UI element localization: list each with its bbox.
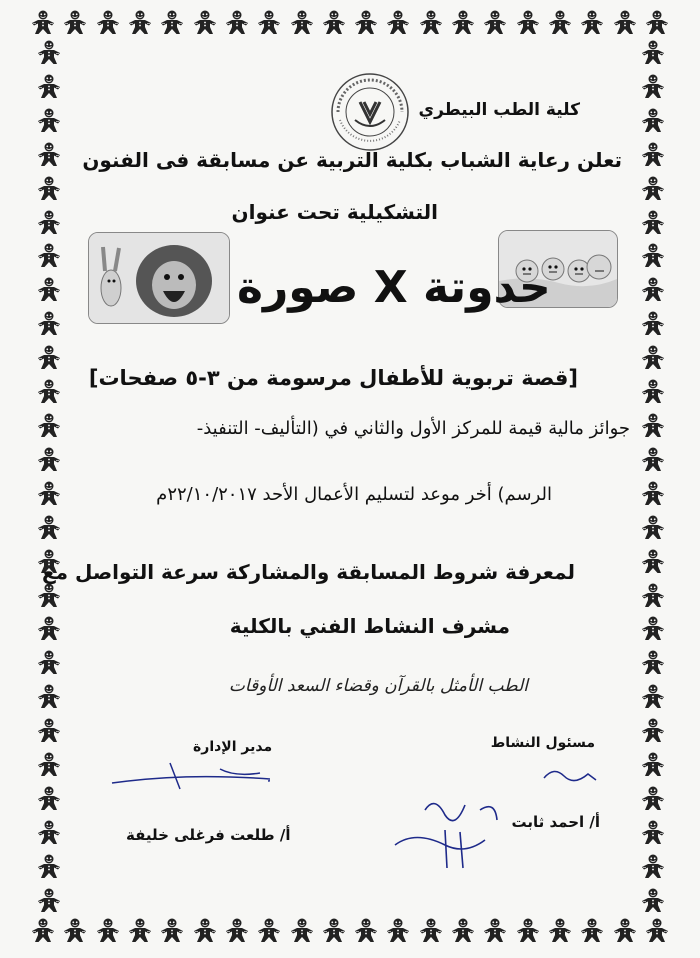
gingerbread-man-icon <box>36 515 62 541</box>
gingerbread-man-icon <box>36 40 62 66</box>
competition-title: حدوتة X صورة <box>237 262 551 313</box>
gingerbread-man-icon <box>640 210 666 236</box>
gingerbread-man-icon <box>95 918 121 944</box>
gingerbread-man-icon <box>640 142 666 168</box>
deadline-text: الرسم) أخر موعد لتسليم الأعمال الأحد ٢٢/١٠/٢٠١٧م <box>156 484 552 505</box>
gingerbread-man-icon <box>36 752 62 778</box>
prizes-text: جوائز مالية قيمة للمركز الأول والثاني في (التأليف- التنفيذ- <box>196 418 630 439</box>
gingerbread-man-icon <box>640 718 666 744</box>
gingerbread-man-icon <box>640 854 666 880</box>
gingerbread-man-icon <box>418 10 444 36</box>
gingerbread-man-icon <box>321 918 347 944</box>
gingerbread-man-icon <box>640 277 666 303</box>
gingerbread-man-icon <box>579 918 605 944</box>
gingerbread-man-icon <box>640 684 666 710</box>
gingerbread-man-icon <box>36 108 62 134</box>
gingerbread-man-icon <box>579 10 605 36</box>
gingerbread-man-icon <box>353 918 379 944</box>
gingerbread-man-icon <box>450 10 476 36</box>
gingerbread-man-icon <box>36 277 62 303</box>
gingerbread-man-icon <box>159 10 185 36</box>
gingerbread-man-icon <box>224 10 250 36</box>
activity-officer-role: مسئول النشاط <box>490 735 595 751</box>
admin-director-role: مدير الإدارة <box>193 739 273 755</box>
gingerbread-man-icon <box>450 918 476 944</box>
gingerbread-man-icon <box>36 243 62 269</box>
gingerbread-man-icon <box>640 413 666 439</box>
gingerbread-man-icon <box>385 918 411 944</box>
gingerbread-man-icon <box>515 10 541 36</box>
gingerbread-man-icon <box>640 481 666 507</box>
gingerbread-man-icon <box>418 918 444 944</box>
gingerbread-man-icon <box>62 918 88 944</box>
gingerbread-man-icon <box>36 142 62 168</box>
gingerbread-man-icon <box>36 888 62 914</box>
decorative-border-top <box>30 10 670 36</box>
gingerbread-man-icon <box>224 918 250 944</box>
competition-subtitle: [قصة تربوية للأطفال مرسومة من ٣-٥ صفحات] <box>88 366 578 390</box>
gingerbread-man-icon <box>36 311 62 337</box>
gingerbread-man-icon <box>36 345 62 371</box>
gingerbread-man-icon <box>640 447 666 473</box>
gingerbread-man-icon <box>36 616 62 642</box>
gingerbread-man-icon <box>640 379 666 405</box>
gingerbread-man-icon <box>36 413 62 439</box>
gingerbread-man-icon <box>353 10 379 36</box>
gingerbread-man-icon <box>36 718 62 744</box>
gingerbread-man-icon <box>36 650 62 676</box>
gingerbread-man-icon <box>36 583 62 609</box>
gingerbread-man-icon <box>640 108 666 134</box>
gingerbread-man-icon <box>640 616 666 642</box>
gingerbread-man-icon <box>36 481 62 507</box>
gingerbread-man-icon <box>36 210 62 236</box>
gingerbread-man-icon <box>640 243 666 269</box>
gingerbread-man-icon <box>36 786 62 812</box>
admin-director-name: أ/ طلعت فرغلى خليفة <box>126 826 291 844</box>
gingerbread-man-icon <box>256 10 282 36</box>
activity-officer-signature <box>385 790 505 870</box>
gingerbread-man-icon <box>482 918 508 944</box>
gingerbread-man-icon <box>640 345 666 371</box>
calligraphy-verse: الطب الأمثل بالقرآن وقضاء السعد الأوقات <box>228 676 528 696</box>
gingerbread-man-icon <box>640 176 666 202</box>
gingerbread-man-icon <box>192 10 218 36</box>
activity-officer-initials <box>540 762 600 788</box>
gingerbread-man-icon <box>36 447 62 473</box>
gingerbread-man-icon <box>640 40 666 66</box>
gingerbread-man-icon <box>640 311 666 337</box>
faculty-name: كلية الطب البيطري <box>418 100 580 120</box>
gingerbread-man-icon <box>36 854 62 880</box>
gingerbread-man-icon <box>36 379 62 405</box>
gingerbread-man-icon <box>321 10 347 36</box>
gingerbread-man-icon <box>640 888 666 914</box>
gingerbread-man-icon <box>30 918 56 944</box>
gingerbread-man-icon <box>289 918 315 944</box>
decorative-border-bottom <box>30 918 670 944</box>
lion-cartoon-image <box>88 232 230 324</box>
decorative-border-right <box>640 40 666 914</box>
gingerbread-man-icon <box>644 10 670 36</box>
gingerbread-man-icon <box>36 820 62 846</box>
gingerbread-man-icon <box>192 918 218 944</box>
gingerbread-man-icon <box>36 684 62 710</box>
contact-line-2: مشرف النشاط الفني بالكلية <box>229 614 510 638</box>
gingerbread-man-icon <box>640 650 666 676</box>
gingerbread-man-icon <box>640 820 666 846</box>
gingerbread-man-icon <box>36 176 62 202</box>
gingerbread-man-icon <box>127 10 153 36</box>
gingerbread-man-icon <box>256 918 282 944</box>
contact-line-1: لمعرفة شروط المسابقة والمشاركة سرعة التواصل مع <box>41 560 575 584</box>
gingerbread-man-icon <box>640 515 666 541</box>
gingerbread-man-icon <box>547 918 573 944</box>
gingerbread-man-icon <box>640 74 666 100</box>
gingerbread-man-icon <box>127 918 153 944</box>
gingerbread-man-icon <box>640 786 666 812</box>
gingerbread-man-icon <box>612 10 638 36</box>
activity-officer-name: أ/ احمد ثابت <box>511 813 600 831</box>
gingerbread-man-icon <box>95 10 121 36</box>
gingerbread-man-icon <box>289 10 315 36</box>
gingerbread-man-icon <box>36 74 62 100</box>
decorative-border-left <box>36 40 62 914</box>
gingerbread-man-icon <box>547 10 573 36</box>
gingerbread-man-icon <box>644 918 670 944</box>
gingerbread-man-icon <box>640 752 666 778</box>
admin-director-signature <box>110 755 270 795</box>
gingerbread-man-icon <box>640 583 666 609</box>
gingerbread-man-icon <box>482 10 508 36</box>
announcement-line-1: تعلن رعاية الشباب بكلية التربية عن مسابقة فى الفنون <box>82 148 622 172</box>
gingerbread-man-icon <box>62 10 88 36</box>
faculty-logo <box>330 72 410 152</box>
gingerbread-man-icon <box>515 918 541 944</box>
gingerbread-man-icon <box>385 10 411 36</box>
gingerbread-man-icon <box>30 10 56 36</box>
announcement-line-2: التشكيلية تحت عنوان <box>231 200 438 224</box>
gingerbread-man-icon <box>640 549 666 575</box>
gingerbread-man-icon <box>612 918 638 944</box>
gingerbread-man-icon <box>159 918 185 944</box>
